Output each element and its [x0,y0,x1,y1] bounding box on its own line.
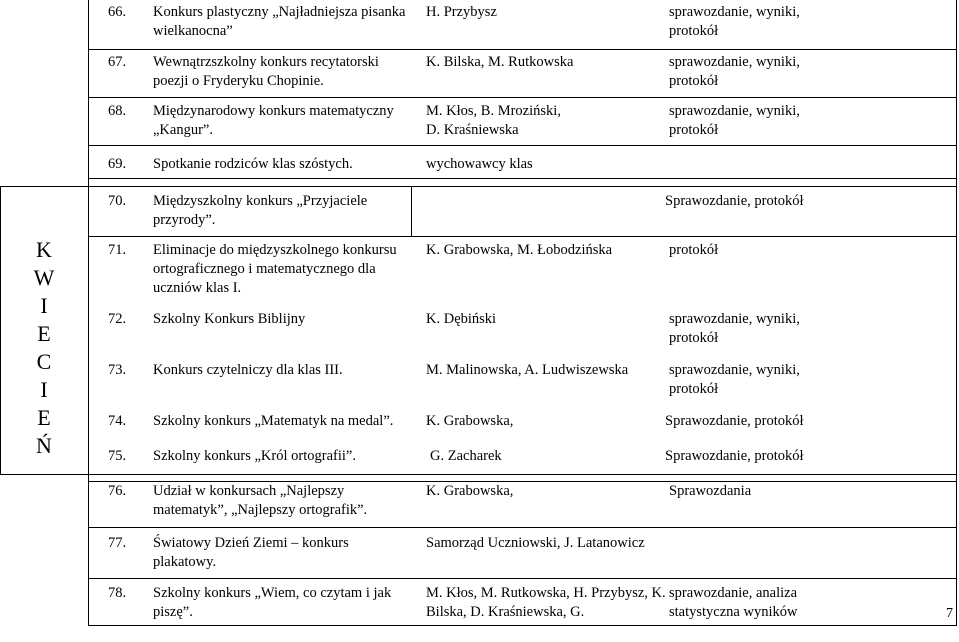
column-divider [411,186,412,236]
row-number: 78. [108,585,127,601]
column-divider [88,0,89,626]
person-cell: H. Przybysz [426,4,497,20]
month-letter: W [33,265,55,290]
row-divider [88,178,957,179]
row-number: 77. [108,535,127,551]
person-cell: G. Zacharek [430,448,502,464]
row-number: 74. [108,413,127,429]
person-cell: M. Malinowska, A. Ludwiszewska [426,362,629,378]
event-cell: Światowy Dzień Ziemi – konkurs plakatowy. [153,535,349,570]
document-cell: sprawozdanie, wyniki, protokół [669,4,800,39]
document-cell: protokół [669,242,719,258]
person-cell: K. Dębiński [426,311,497,327]
event-cell: Wewnątrzszkolny konkurs recytatorski poezji o Fryderyku Chopinie. [153,54,379,89]
page-number: 7 [946,606,953,621]
event-cell: Udział w konkursach „Najlepszy matematyk”, „Najlepszy ortografik”. [153,483,368,518]
event-cell: Szkolny konkurs „Wiem, co czytam i jak piszę”. [153,585,392,620]
document-cell: Sprawozdania [669,483,752,499]
document-cell: Sprawozdanie, protokół [665,193,804,209]
event-cell: Konkurs plastyczny „Najładniejsza pisanka wielkanocna” [153,4,406,39]
document-cell: sprawozdanie, wyniki, protokół [669,311,800,346]
event-cell: Międzyszkolny konkurs „Przyjaciele przyrody”. [153,193,368,228]
document-cell: sprawozdanie, wyniki, protokół [669,362,800,397]
row-number: 72. [108,311,127,327]
row-number: 73. [108,362,127,378]
event-cell: Spotkanie rodziców klas szóstych. [153,156,353,172]
month-letter: K [36,237,52,262]
person-cell: K. Grabowska, [426,483,514,499]
document-cell: sprawozdanie, analiza statystyczna wyników [669,585,798,620]
person-cell: K. Bilska, M. Rutkowska [426,54,574,70]
document-cell: sprawozdanie, wyniki, protokół [669,54,800,89]
row-divider [88,625,957,626]
month-letter: E [37,405,51,430]
row-number: 66. [108,4,127,20]
event-cell: Szkolny konkurs „Król ortografii”. [153,448,356,464]
row-divider [88,236,957,237]
row-divider [88,145,957,146]
document-cell: Sprawozdanie, protokół [665,413,804,429]
month-label [0,236,88,460]
event-cell: Międzynarodowy konkurs matematyczny „Kangur”. [153,103,394,138]
row-number: 75. [108,448,127,464]
column-divider [956,0,957,626]
row-divider [88,527,957,528]
row-number: 68. [108,103,127,119]
month-letter: C [36,349,52,374]
row-divider [88,578,957,579]
row-number: 76. [108,483,127,499]
event-cell: Eliminacje do międzyszkolnego konkursu ortograficznego i matematycznego dla uczniów klas I. [153,242,397,296]
person-cell: Samorząd Uczniowski, J. Latanowicz [426,535,645,551]
row-number: 67. [108,54,127,70]
document-cell: sprawozdanie, wyniki, protokół [669,103,800,138]
event-cell: Szkolny Konkurs Biblijny [153,311,306,327]
person-cell: wychowawcy klas [426,156,533,172]
month-letter: I [40,293,48,318]
section-divider [0,186,957,187]
event-cell: Konkurs czytelniczy dla klas III. [153,362,343,378]
event-cell: Szkolny konkurs „Matematyk na medal”. [153,413,394,429]
person-cell: K. Grabowska, [426,413,514,429]
row-divider [88,97,957,98]
month-letter: Ń [36,433,52,458]
person-cell: M. Kłos, B. Mroziński, D. Kraśniewska [426,103,561,138]
row-number: 70. [108,193,127,209]
section-divider [0,474,957,475]
month-letter: I [40,377,48,402]
person-cell: M. Kłos, M. Rutkowska, H. Przybysz, K. Bilska, D. Kraśniewska, G. [426,585,666,620]
row-number: 71. [108,242,127,258]
row-number: 69. [108,156,127,172]
month-letter: E [37,321,51,346]
document-cell: Sprawozdanie, protokół [665,448,804,464]
row-divider [88,49,957,50]
person-cell: K. Grabowska, M. Łobodzińska [426,242,613,258]
